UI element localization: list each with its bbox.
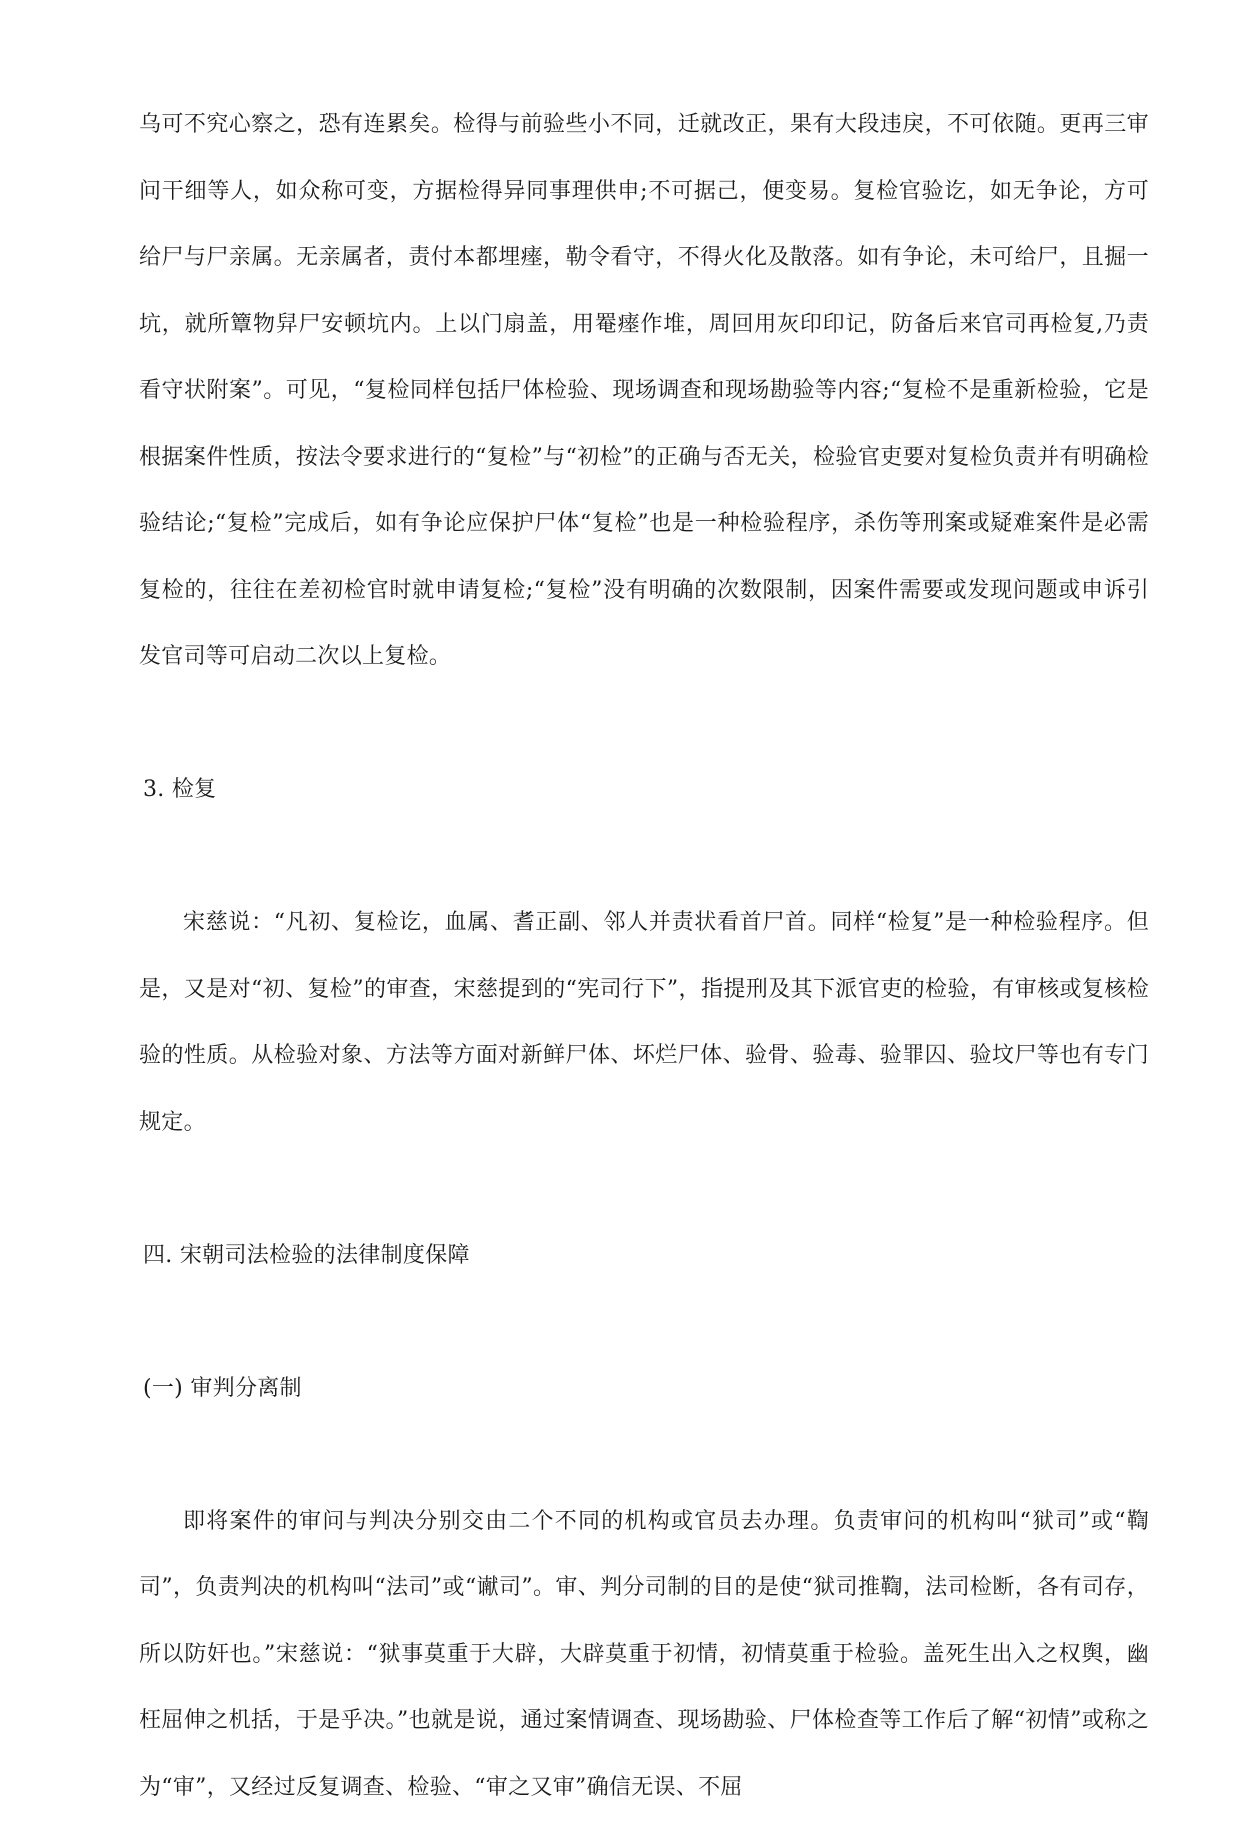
paragraph-song-ci-quote: 宋慈说：“凡初、复检讫，血属、耆正副、邻人并责状看首尸首。同样“检复”是一种检验程序。但是，又是对“初、复检”的审查，宋慈提到的“宪司行下”，指提刑及其下派官吏的检验，有审核或复核检验的性质。从检验对象、方法等方面对新鲜尸体、坏烂尸体、验骨、验毒、验罪囚、验坟尸等也有专门规定。 xyxy=(139,890,1149,1156)
paragraph-gap xyxy=(139,824,1149,891)
paragraph-review-inspection: 乌可不究心察之，恐有连累矣。检得与前验些小不同，迁就改正，果有大段违戾，不可依随。更再三审问干细等人，如众称可变，方据检得异同事理供申;不可据己，便变易。复检官验讫，如无争论，方可给尸与尸亲属。无亲属者，责付本都埋瘗，勒令看守，不得火化及散落。如有争论，未可给尸，且掘一坑，就所簟物舁尸安顿坑内。上以门扇盖，用罨瘗作堆，周回用灰印印记，防备后来官司再检复,乃责看守状附案”。可见，“复检同样包括尸体检验、现场调查和现场勘验等内容;“复检不是重新检验，它是根据案件性质，按法令要求进行的“复检”与“初检”的正确与否无关，检验官吏要对复检负责并有明确检验结论;“复检”完成后，如有争论应保护尸体“复检”也是一种检验程序，杀伤等刑案或疑难案件是必需复检的，往往在差初检官时就申请复检;“复检”没有明确的次数限制，因案件需要或发现问题或申诉引发官司等可启动二次以上复检。 xyxy=(139,92,1149,691)
paragraph-gap xyxy=(139,691,1149,758)
section-heading-3: 3. 检复 xyxy=(139,757,1149,824)
subsection-heading-1: (一) 审判分离制 xyxy=(139,1356,1149,1423)
paragraph-trial-separation: 即将案件的审问与判决分别交由二个不同的机构或官员去办理。负责审问的机构叫“狱司”或“鞫司”，负责判决的机构叫“法司”或“谳司”。审、判分司制的目的是使“狱司推鞫，法司检断，各有司存，所以防奸也。”宋慈说：“狱事莫重于大辟，大辟莫重于初情，初情莫重于检验。盖死生出入之权舆，幽枉屈伸之机括，于是乎决。”也就是说，通过案情调查、现场勘验、尸体检查等工作后了解“初情”或称之为“审”，又经过反复调查、检验、“审之又审”确信无误、不屈 xyxy=(139,1489,1149,1821)
section-heading-4: 四. 宋朝司法检验的法律制度保障 xyxy=(139,1223,1149,1290)
paragraph-gap xyxy=(139,1156,1149,1223)
paragraph-gap xyxy=(139,1289,1149,1356)
document-body xyxy=(139,92,1149,1821)
paragraph-gap xyxy=(139,1422,1149,1489)
